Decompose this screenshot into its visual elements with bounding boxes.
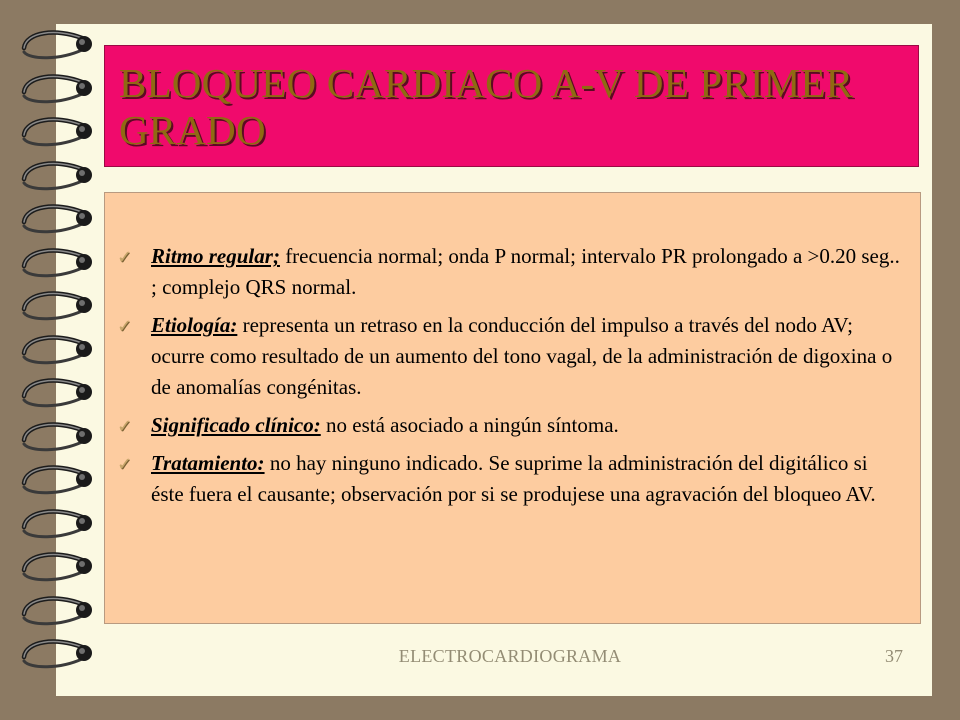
- binding-ring-icon: [16, 242, 94, 286]
- binding-ring-icon: [16, 68, 94, 112]
- binding-ring-icon: [16, 155, 94, 199]
- page-number: 37: [885, 646, 903, 666]
- bullet-item: [115, 310, 905, 403]
- binding-ring-icon: [16, 372, 94, 416]
- binding-ring-icon: [16, 546, 94, 590]
- check-mark-icon: ✓: [117, 247, 133, 268]
- check-mark-icon: ✓: [117, 316, 133, 337]
- bullet-text: no hay ninguno indicado. Se suprime la administración del digitálico si éste fuera el causante; observación por si se produjese una agravación del bloqueo AV.: [151, 451, 876, 506]
- bullet-lead: Etiología:: [151, 313, 238, 337]
- bullet-lead: Significado clínico:: [151, 413, 321, 437]
- bullet-text: frecuencia normal; onda P normal; intervalo PR prolongado a >0.20 seg.. ; complejo QRS normal.: [151, 244, 900, 299]
- binding-ring-icon: [16, 416, 94, 460]
- bullet-lead: Tratamiento:: [151, 451, 265, 475]
- binding-ring-icon: [16, 503, 94, 547]
- binding-ring-icon: [16, 198, 94, 242]
- binding-ring-icon: [16, 285, 94, 329]
- bullet-item: [115, 410, 905, 441]
- bullet-item: [115, 241, 905, 303]
- title-banner: [104, 45, 919, 167]
- bullet-item: [115, 448, 905, 510]
- binding-ring-icon: [16, 329, 94, 373]
- bullet-text: representa un retraso en la conducción del impulso a través del nodo AV; ocurre como resultado de un aumento del tono vagal, de la administración de digoxina o de anomalías congénitas.: [151, 313, 893, 399]
- bullet-lead: Ritmo regular;: [151, 244, 280, 268]
- check-mark-icon: ✓: [117, 454, 133, 475]
- binding-ring-icon: [16, 24, 94, 68]
- binding-ring-icon: [16, 633, 94, 677]
- binding-ring-icon: [16, 111, 94, 155]
- footer-label: ELECTROCARDIOGRAMA: [398, 646, 622, 666]
- content-panel: [104, 192, 921, 624]
- bullet-text: no está asociado a ningún síntoma.: [320, 413, 619, 437]
- check-mark-icon: ✓: [117, 416, 133, 437]
- binding-ring-icon: [16, 590, 94, 634]
- binding-ring-icon: [16, 459, 94, 503]
- bullet-list: [115, 241, 905, 517]
- slide-title: BLOQUEO CARDIACO A-V DE PRIMER GRADO: [119, 60, 854, 153]
